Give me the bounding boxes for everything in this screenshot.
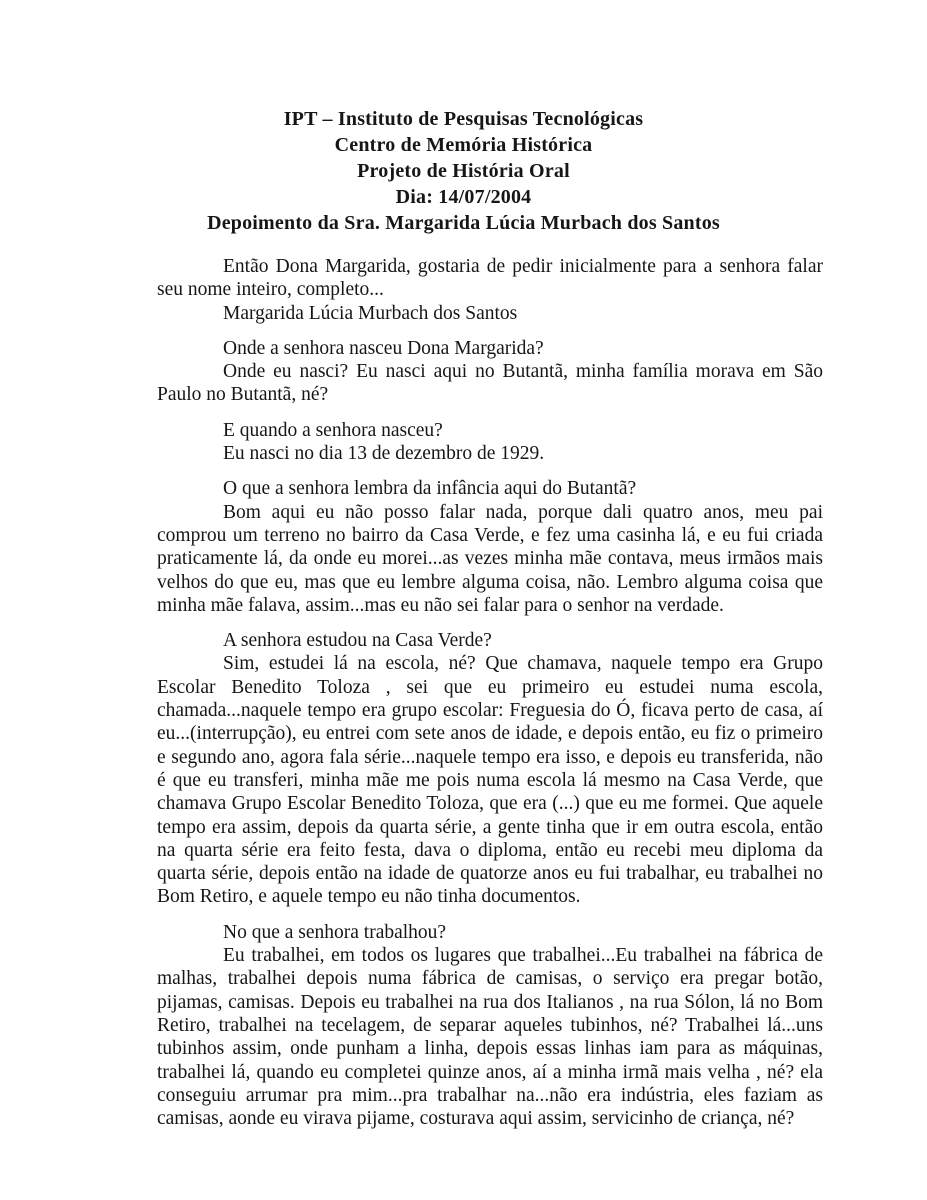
interview-answer: Eu trabalhei, em todos os lugares que trabalhei...Eu trabalhei na fábrica de malhas, trabalhei depois numa fábrica de camisas, o serviço era pregar botão, pijamas, camisas. Depois eu trabalhei na rua dos Italianos , na rua Sólon, lá no Bom Retiro, trabalhei na tecelagem, de separar aqueles tubinhos, né? Trabalhei lá...uns tubinhos assim, onde punham a linha, depois essas linhas iam para as máquinas, trabalhei lá, quando eu completei quinze anos, aí a minha irmã mais velha , né? ela conseguiu arrumar pra mim...pra trabalhar na...não era indústria, eles faziam as camisas, aonde eu virava pijame, costurava aqui assim, servicinho de criança, né? xyxy=(157,945,823,1130)
interview-answer: Onde eu nasci? Eu nasci aqui no Butantã, minha família morava em São Paulo no Butantã, né? xyxy=(157,361,823,406)
interview-question: O que a senhora lembra da infância aqui do Butantã? xyxy=(223,478,637,500)
interview-question: A senhora estudou na Casa Verde? xyxy=(223,630,492,652)
qa-block xyxy=(157,921,823,1131)
interview-question: Então Dona Margarida, gostaria de pedir inicialmente para a senhora falar seu nome inteiro, completo... xyxy=(157,256,823,301)
interview-answer: Bom aqui eu não posso falar nada, porque dali quatro anos, meu pai comprou um terreno no bairro da Casa Verde, e fez uma casinha lá, e eu fui criada praticamente lá, da onde eu morei...as vezes minha mãe contava, meus irmãos mais velhos do que eu, mas que eu lembre alguma coisa, não. Lembro alguma coisa que minha mãe falava, assim...mas eu não sei falar para o senhor na verdade. xyxy=(157,501,823,616)
header-project-line: Projeto de História Oral xyxy=(357,160,570,182)
interview-answer: Sim, estudei lá na escola, né? Que chamava, naquele tempo era Grupo Escolar Benedito Toloza , sei que eu primeiro eu estudei numa escola, chamada...naquele tempo era grupo escolar: Freguesia do Ó, ficava perto de casa, aí eu...(interrupção), eu entrei com sete anos de idade, e depois então, eu fiz o primeiro e segundo ano, agora fala série...naquele tempo era isso, e depois eu transferida, não é que eu transferi, minha mãe me pois numa escola lá mesmo na Casa Verde, que chamava Grupo Escolar Benedito Toloza, que era (...) que eu me formei. Que aquele tempo era assim, depois da quarta série, a gente tinha que ir em outra escola, então na quarta série era feito festa, dava o diploma, então eu recebi meu diploma da quarta série, depois então na idade de quatorze anos eu fui trabalhar, eu trabalhei no Bom Retiro, e aquele tempo eu não tinha documentos. xyxy=(157,653,823,908)
interview-question: No que a senhora trabalhou? xyxy=(223,921,447,943)
document-header xyxy=(0,0,927,236)
interview-answer: Eu nasci no dia 13 de dezembro de 1929. xyxy=(223,443,545,465)
qa-block xyxy=(157,337,823,407)
header-center-line: Centro de Memória Histórica xyxy=(334,134,593,156)
transcript-body xyxy=(157,255,823,1130)
header-deponent-line: Depoimento da Sra. Margarida Lúcia Murbach dos Santos xyxy=(207,212,720,234)
interview-question: Onde a senhora nasceu Dona Margarida? xyxy=(223,337,544,359)
qa-block xyxy=(157,477,823,617)
interview-question: E quando a senhora nasceu? xyxy=(223,419,443,441)
qa-block xyxy=(157,255,823,325)
header-date-line: Dia: 14/07/2004 xyxy=(395,186,532,208)
interview-answer: Margarida Lúcia Murbach dos Santos xyxy=(223,302,518,324)
header-institution-line: IPT – Instituto de Pesquisas Tecnológicas xyxy=(283,108,644,130)
qa-block xyxy=(157,629,823,909)
qa-block xyxy=(157,419,823,466)
